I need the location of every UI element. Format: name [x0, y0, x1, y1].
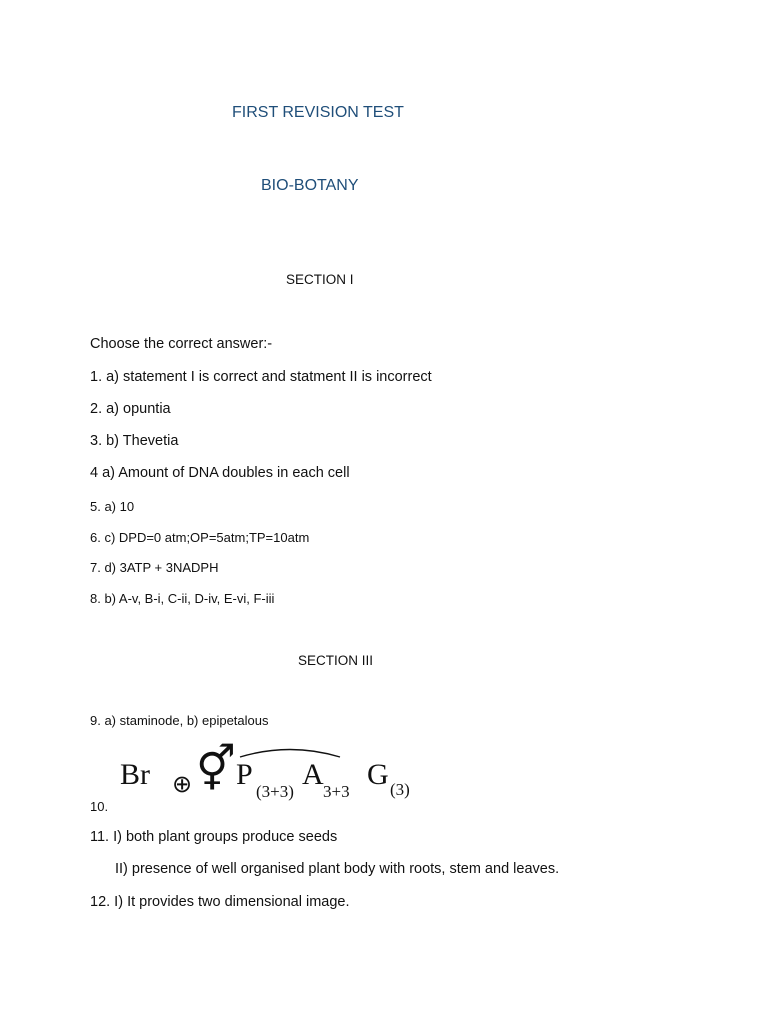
answer-2: 2. a) opuntia: [90, 401, 171, 417]
answer-6: 6. c) DPD=0 atm;OP=5atm;TP=10atm: [90, 530, 310, 545]
androecium-count: 3+3: [323, 782, 350, 801]
perianth-count: (3+3): [256, 782, 294, 801]
answer-4: 4 a) Amount of DNA doubles in each cell: [90, 465, 350, 481]
answer-10-number: 10.: [90, 799, 109, 814]
answer-5: 5. a) 10: [90, 499, 135, 514]
answer-12: 12. I) It provides two dimensional image.: [90, 894, 350, 910]
test-title: FIRST REVISION TEST: [232, 104, 404, 121]
section-3-heading: SECTION III: [298, 653, 374, 668]
gynoecium-count: (3): [390, 780, 410, 799]
androecium-symbol: A: [302, 758, 324, 791]
answer-8: 8. b) A-v, B-i, C-ii, D-iv, E-vi, F-iii: [90, 591, 275, 606]
bisexual-icon: ⚥: [196, 744, 236, 795]
subject-title: BIO-BOTANY: [261, 177, 359, 194]
answer-11-part-1: 11. I) both plant groups produce seeds: [90, 829, 338, 845]
answer-9: 9. a) staminode, b) epipetalous: [90, 713, 269, 728]
answer-7: 7. d) 3ATP + 3NADPH: [90, 560, 219, 575]
bract-symbol: Br: [120, 758, 150, 791]
section-1-heading: SECTION I: [286, 272, 354, 287]
answer-1: 1. a) statement I is correct and statment II is incorrect: [90, 369, 432, 385]
answer-3: 3. b) Thevetia: [90, 433, 179, 449]
gynoecium-symbol: G: [367, 758, 389, 791]
instruction-text: Choose the correct answer:-: [90, 336, 273, 352]
actinomorphic-symbol: ⊕: [172, 770, 193, 798]
answer-11-part-2: II) presence of well organised plant body with roots, stem and leaves.: [115, 861, 560, 877]
floral-formula: [118, 744, 428, 806]
perianth-symbol: P: [236, 758, 253, 791]
